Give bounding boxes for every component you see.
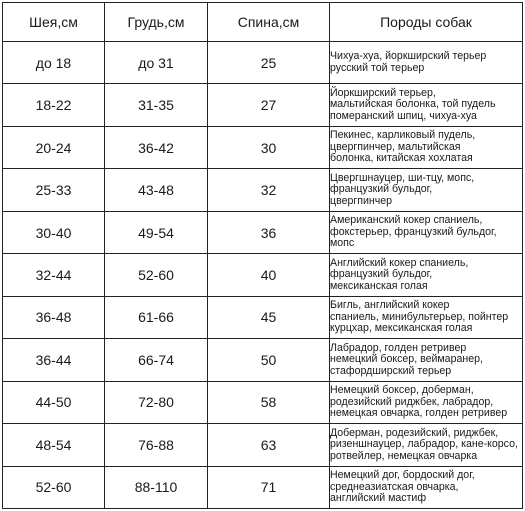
cell-chest: 66-74 xyxy=(105,339,208,381)
cell-breeds xyxy=(330,254,523,296)
cell-back: 30 xyxy=(208,126,330,168)
table-row xyxy=(3,254,523,296)
breed-line: Английский кокер спаниель, xyxy=(330,256,469,269)
breed-line: Йоркширский терьер, xyxy=(330,86,436,99)
cell-neck: до 18 xyxy=(3,42,105,84)
breed-line: Цвергшнауцер, ши-тцу, мопс, xyxy=(330,171,475,184)
cell-chest: 72-80 xyxy=(105,381,208,423)
cell-back: 71 xyxy=(208,466,330,508)
breed-line: родезийский риджбек, лабрадор, xyxy=(330,395,494,408)
breed-line: мексиканская голая xyxy=(330,279,428,292)
table-body xyxy=(3,42,523,509)
breed-line: Американский кокер спаниель, xyxy=(330,214,483,227)
cell-back: 25 xyxy=(208,42,330,84)
cell-chest: 43-48 xyxy=(105,169,208,211)
breed-line: французкий бульдог, xyxy=(330,183,433,196)
cell-neck: 44-50 xyxy=(3,381,105,423)
header-neck: Шея,см xyxy=(3,3,105,42)
dog-size-table xyxy=(2,2,523,509)
breed-line: цвергпинчер xyxy=(330,194,393,207)
table-row xyxy=(3,424,523,466)
cell-neck: 32-44 xyxy=(3,254,105,296)
table-row xyxy=(3,169,523,211)
breed-line: цвергпинчер, мальтийская xyxy=(330,140,461,153)
cell-breeds xyxy=(330,126,523,168)
cell-neck: 30-40 xyxy=(3,211,105,253)
header-breeds: Породы собак xyxy=(330,3,523,42)
cell-neck: 48-54 xyxy=(3,424,105,466)
cell-breeds xyxy=(330,466,523,508)
breed-line: английский мастиф xyxy=(330,492,427,505)
cell-chest: 49-54 xyxy=(105,211,208,253)
breed-line: Чихуа-хуа, йоркширский терьер xyxy=(330,50,487,63)
breed-line: болонка, китайская хохлатая xyxy=(330,152,473,165)
cell-breeds xyxy=(330,169,523,211)
breed-line: мальтийская болонка, той пудель xyxy=(330,98,496,111)
cell-chest: 31-35 xyxy=(105,84,208,126)
breed-line: стафордширский терьер xyxy=(330,364,452,377)
header-row xyxy=(3,3,523,42)
table-row xyxy=(3,381,523,423)
cell-back: 27 xyxy=(208,84,330,126)
cell-back: 45 xyxy=(208,296,330,338)
breed-line: немецкая овчарка, голден ретривер xyxy=(330,407,508,420)
cell-breeds xyxy=(330,381,523,423)
cell-back: 40 xyxy=(208,254,330,296)
breed-line: курцхар, мексиканская голая xyxy=(330,322,473,335)
breed-line: Бигль, английский кокер xyxy=(330,299,450,312)
cell-back: 32 xyxy=(208,169,330,211)
cell-neck: 36-44 xyxy=(3,339,105,381)
breed-line: французкий бульдог, xyxy=(330,268,433,281)
table-row xyxy=(3,296,523,338)
breed-line: среднеазиатская овчарка, xyxy=(330,480,459,493)
breed-line: спаниель, минибультерьер, пойнтер xyxy=(330,310,509,323)
cell-neck: 52-60 xyxy=(3,466,105,508)
cell-breeds xyxy=(330,424,523,466)
cell-breeds xyxy=(330,211,523,253)
table-row xyxy=(3,84,523,126)
cell-chest: 88-110 xyxy=(105,466,208,508)
breed-line: русский той терьер xyxy=(330,61,425,74)
breed-line: Лабрадор, голден ретривер xyxy=(330,341,467,354)
breed-line: померанский шпиц, чихуа-хуа xyxy=(330,109,477,122)
cell-chest: до 31 xyxy=(105,42,208,84)
breed-line: немецкий боксер, веймаранер, xyxy=(330,353,483,366)
table-row xyxy=(3,466,523,508)
breed-line: фокстерьер, французкий бульдог, xyxy=(330,225,497,238)
cell-chest: 76-88 xyxy=(105,424,208,466)
cell-breeds xyxy=(330,296,523,338)
table-row xyxy=(3,211,523,253)
table-row xyxy=(3,42,523,84)
breed-line: мопс xyxy=(330,237,355,250)
breed-line: Немецкий дог, бордоский дог, xyxy=(330,469,475,482)
table-row xyxy=(3,126,523,168)
cell-breeds xyxy=(330,42,523,84)
cell-neck: 20-24 xyxy=(3,126,105,168)
breed-line: Пекинес, карликовый пудель, xyxy=(330,129,476,142)
cell-chest: 52-60 xyxy=(105,254,208,296)
header-chest: Грудь,см xyxy=(105,3,208,42)
cell-chest: 36-42 xyxy=(105,126,208,168)
breed-line: Доберман, родезийский, риджбек, xyxy=(330,426,499,439)
header-back: Спина,см xyxy=(208,3,330,42)
cell-breeds xyxy=(330,339,523,381)
cell-neck: 18-22 xyxy=(3,84,105,126)
cell-neck: 36-48 xyxy=(3,296,105,338)
cell-breeds xyxy=(330,84,523,126)
cell-neck: 25-33 xyxy=(3,169,105,211)
table-row xyxy=(3,339,523,381)
breed-line: ротвейлер, немецкая овчарка xyxy=(330,449,478,462)
breed-line: Немецкий боксер, доберман, xyxy=(330,384,474,397)
cell-back: 58 xyxy=(208,381,330,423)
cell-back: 36 xyxy=(208,211,330,253)
breed-line: ризеншнауцер, лабрадор, кане-корсо, xyxy=(330,438,518,451)
cell-back: 50 xyxy=(208,339,330,381)
cell-back: 63 xyxy=(208,424,330,466)
cell-chest: 61-66 xyxy=(105,296,208,338)
